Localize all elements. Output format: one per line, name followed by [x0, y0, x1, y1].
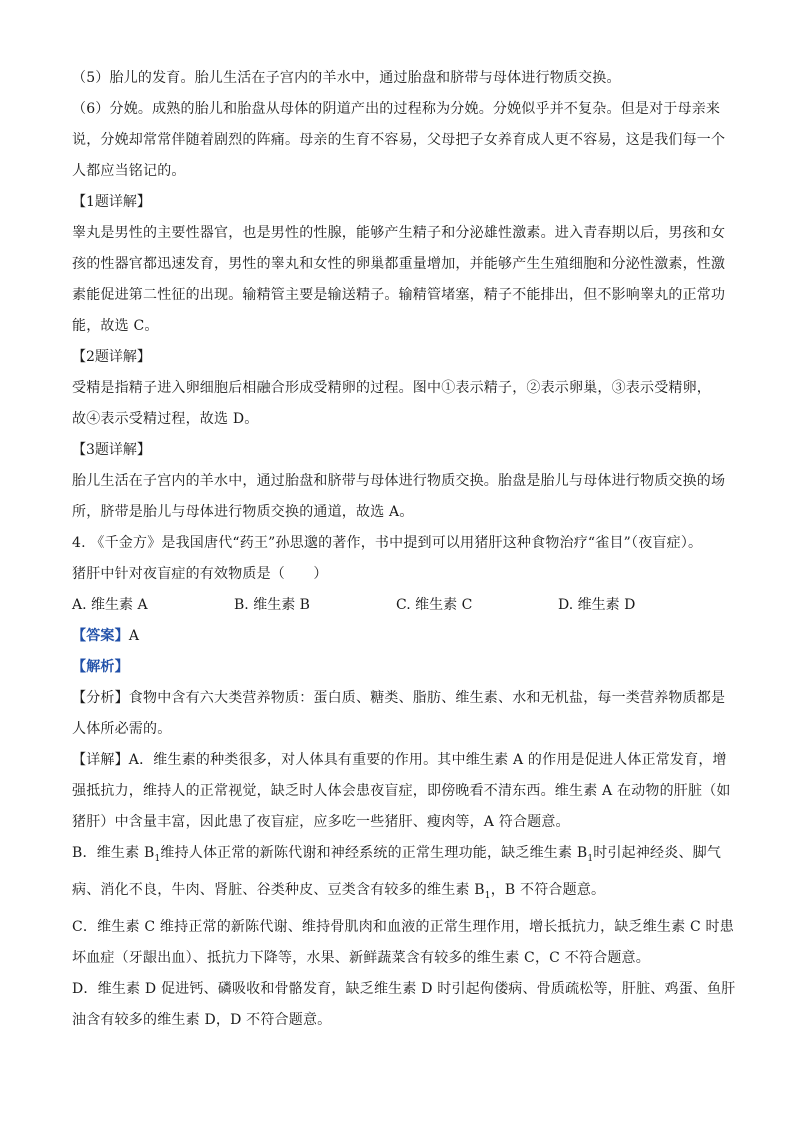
text-line: 【分析】食物中含有六大类营养物质：蛋白质、糖类、脂肪、维生素、水和无机盐，每一类营养物质都是: [72, 690, 726, 706]
answer-line: [72, 621, 732, 652]
option-b-explanation: [72, 838, 732, 875]
text-line: 坏血症（牙龈出血）、抵抗力下降等，水果、新鲜蔬菜含有较多的维生素 C，C 不符合题意。: [72, 949, 650, 966]
text-line: 睾丸是男性的主要性器官，也是男性的性腺，能够产生精子和分泌雄性激素。进入青春期以后，男孩和女: [72, 225, 726, 241]
text-line: 人都应当铭记的。: [72, 163, 186, 179]
analysis-line: [72, 652, 732, 683]
analysis-label: 【解析】: [72, 659, 129, 675]
answer-options: [72, 590, 732, 621]
text-line: 油含有较多的维生素 D，D 不符合题意。: [72, 1011, 332, 1028]
subscript: 1: [587, 853, 594, 864]
text-line: D．维生素 D 促进钙、磷吸收和骨骼发育，缺乏维生素 D 时引起佝偻病、骨质疏松等，肝脏、鸡蛋、鱼肝: [72, 980, 736, 997]
subscript: 1: [154, 853, 161, 864]
text-line: 孩的性器官都迅速发育，男性的睾丸和女性的卵巢都重量增加，并能够产生生殖细胞和分泌性激素，性激: [72, 256, 726, 272]
question-4-stem: 猪肝中针对夜盲症的有效物质是（ ）: [72, 566, 328, 582]
text-line: 人体所必需的。: [72, 721, 172, 737]
answer-label: 【答案】: [72, 628, 129, 644]
text-line: （5）胎儿的发育。胎儿生活在子宫内的羊水中，通过胎盘和脐带与母体进行物质交换。: [72, 70, 621, 86]
text-fragment: ，B 不符合题意。: [490, 881, 606, 898]
question-4-stem: 4. 《千金方》是我国唐代“药王”孙思邈的著作，书中提到可以用猪肝这种食物治疗“雀目”（夜盲症）。: [72, 535, 703, 551]
text-line: 胎儿生活在子宫内的羊水中，通过胎盘和脐带与母体进行物质交换。胎盘是胎儿与母体进行物质交换的场: [72, 473, 726, 489]
text-line: 受精是指精子进入卵细胞后相融合形成受精卵的过程。图中①表示精子，②表示卵巢，③表示受精卵，: [72, 380, 711, 396]
option-a: A. 维生素 A: [72, 597, 148, 613]
section-heading-q1: 【1题详解】: [72, 194, 151, 210]
text-line: 【详解】A．维生素的种类很多，对人体具有重要的作用。其中维生素 A 的作用是促进人体正常发育，增: [72, 752, 727, 768]
section-heading-q3: 【3题详解】: [72, 442, 151, 458]
text-line: 所，脐带是胎儿与母体进行物质交换的通道，故选 A。: [72, 504, 414, 520]
text-line: 猪肝）中含量丰富，因此患了夜盲症，应多吃一些猪肝、瘦肉等，A 符合题意。: [72, 814, 570, 830]
text-line: （6）分娩。成熟的胎儿和胎盘从母体的阴道产出的过程称为分娩。分娩似乎并不复杂。但是对于母亲来: [72, 101, 721, 117]
option-c: C. 维生素 C: [396, 597, 473, 613]
text-line: 说，分娩却常常伴随着剧烈的阵痛。母亲的生育不容易，父母把子女养育成人更不容易，这是我们每一个: [72, 132, 726, 148]
text-line: 素能促进第二性征的出现。输精管主要是输送精子。输精管堵塞，精子不能排出，但不影响睾丸的正常功: [72, 287, 726, 303]
section-heading-q2: 【2题详解】: [72, 349, 151, 365]
text-line: 故④表示受精过程，故选 D。: [72, 411, 259, 427]
text-line: 能，故选 C。: [72, 318, 159, 334]
text-fragment: 维持人体正常的新陈代谢和神经系统的正常生理功能，缺乏维生素 B: [160, 845, 588, 861]
text-fragment: B．维生素 B: [72, 845, 155, 861]
document-body: [72, 63, 736, 1036]
option-b-explanation: [72, 875, 732, 912]
subscript: 1: [484, 890, 491, 901]
text-fragment: 时引起神经炎、脚气: [593, 845, 722, 861]
text-fragment: 病、消化不良，牛肉、肾脏、谷类种皮、豆类含有较多的维生素 B: [72, 881, 485, 898]
option-d: D. 维生素 D: [558, 597, 636, 613]
text-line: C．维生素 C 维持正常的新陈代谢、维持骨肌肉和血液的正常生理作用，增长抵抗力，缺乏维生素 C 时患: [72, 918, 734, 935]
option-b: B. 维生素 B: [234, 597, 310, 613]
text-line: 强抵抗力，维持人的正常视觉，缺乏时人体会患夜盲症，即傍晚看不清东西。维生素 A 在动物的肝脏（如: [72, 783, 731, 799]
answer-value: A: [128, 628, 140, 644]
